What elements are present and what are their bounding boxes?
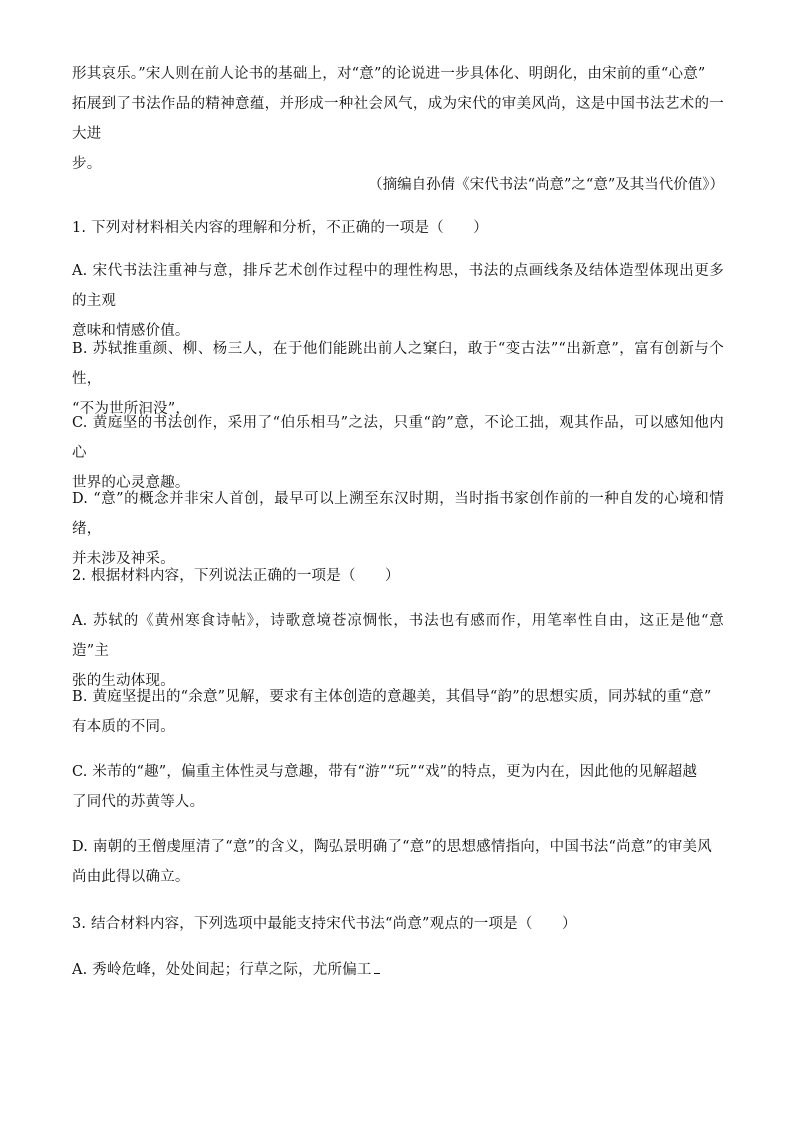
passage-line: 拓展到了书法作品的精神意蕴，并形成一种社会风气，成为宋代的审美风尚，这是中国书法艺术的一大进 bbox=[72, 96, 724, 142]
option-line: A. 宋代书法注重神与意，排斥艺术创作过程中的理性构思，书法的点画线条及结体造型体现出更多的主观 bbox=[72, 263, 724, 309]
answer-option bbox=[72, 955, 724, 985]
option-line: D. “意”的概念并非宋人首创，最早可以上溯至东汉时期，当时指书家创作前的一种自发的心境和情绪， bbox=[72, 491, 724, 537]
question-stem: 1. 下列对材料相关内容的理解和分析，不正确的一项是（ ） bbox=[72, 220, 488, 236]
option-line: 并未涉及神采。 bbox=[72, 551, 175, 567]
passage-source: （摘编自孙倩《宋代书法“尚意”之“意”及其当代价值》） bbox=[368, 177, 724, 193]
passage-paragraph bbox=[72, 59, 724, 179]
option-line: 意味和情感价值。 bbox=[72, 323, 190, 339]
option-line: B. 黄庭坚提出的“余意”见解，要求有主体创造的意趣美，其倡导“韵”的思想实质，同苏轼的重“意” bbox=[72, 689, 712, 705]
option-line: C. 米芾的“趣”，偏重主体性灵与意趣，带有“游”“玩”“戏”的特点，更为内在，因此他的见解超越 bbox=[72, 764, 698, 780]
option-line: 了同代的苏黄等人。 bbox=[72, 794, 205, 810]
option-line: A. 秀岭危峰，处处间起；行草之际，尤所偏工 bbox=[72, 962, 372, 978]
option-line: “不为世所汩没”， bbox=[72, 401, 191, 417]
option-line: A. 苏轼的《黄州寒食诗帖》，诗歌意境苍凉惆怅，书法也有感而作，用笔率性自由，这正是他“意造”主 bbox=[72, 613, 724, 659]
option-line: B. 苏轼推重颜、柳、杨三人，在于他们能跳出前人之窠臼，敢于“变古法”“出新意”，富有创新与个性， bbox=[72, 341, 724, 387]
option-line: D. 南朝的王僧虔厘清了“意”的含义，陶弘景明确了“意”的思想感情指向，中国书法“尚意”的审美风 bbox=[72, 839, 712, 855]
passage-line: 步。 bbox=[72, 156, 102, 172]
option-line: C. 黄庭坚的书法创作，采用了“伯乐相马”之法，只重“韵”意，不论工拙，观其作品，可以感知他内心 bbox=[72, 415, 724, 461]
answer-option bbox=[72, 757, 724, 817]
answer-option bbox=[72, 256, 724, 346]
option-line: 世界的心灵意趣。 bbox=[72, 475, 190, 491]
underline-blank bbox=[374, 959, 380, 974]
answer-option bbox=[72, 682, 724, 742]
answer-option bbox=[72, 832, 724, 892]
question-stem: 3. 结合材料内容，下列选项中最能支持宋代书法“尚意”观点的一项是（ ） bbox=[72, 916, 577, 932]
option-line: 有本质的不同。 bbox=[72, 719, 175, 735]
option-line: 尚由此得以确立。 bbox=[72, 869, 190, 885]
option-line: 张的生动体现。 bbox=[72, 673, 175, 689]
passage-line: 形其哀乐。”宋人则在前人论书的基础上，对“意”的论说进一步具体化、明朗化，由宋前的重“心意” bbox=[72, 66, 706, 82]
question-stem: 2. 根据材料内容，下列说法正确的一项是（ ） bbox=[72, 568, 400, 584]
